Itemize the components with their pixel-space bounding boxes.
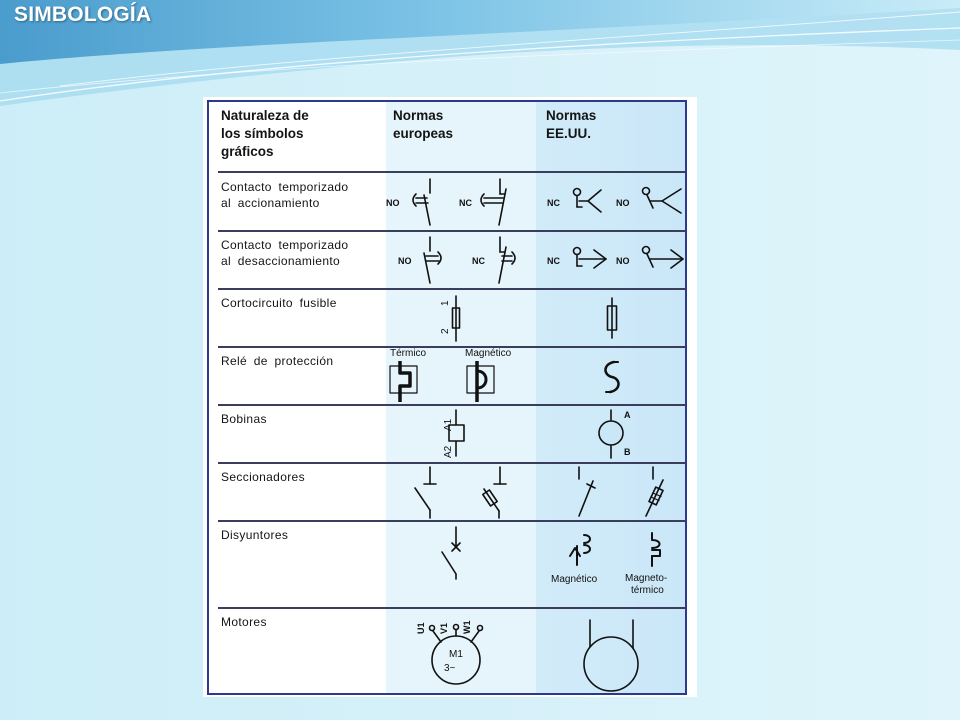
symbol-timed-off-eu-nc — [472, 237, 515, 283]
symbol-breaker-eu — [442, 527, 460, 579]
contact-type-label: NC — [472, 256, 485, 266]
symbol-fuse-eu — [440, 296, 460, 341]
header-eu-line: europeas — [393, 126, 454, 141]
contact-type-label: NO — [616, 256, 630, 266]
row-label-line: al accionamiento — [221, 196, 320, 210]
relay-type-label: Térmico — [390, 348, 427, 359]
terminal-label: A2 — [443, 445, 454, 458]
symbol-fuse-disconnector-eu — [483, 467, 506, 518]
motor-phases-label: 3~ — [444, 663, 456, 674]
terminal-label: U1 — [416, 622, 426, 634]
contact-type-label: NC — [547, 256, 560, 266]
header-eu-line: Normas — [393, 108, 444, 123]
breaker-type-label: térmico — [631, 585, 664, 596]
symbol-relay-eu-thermal — [390, 348, 427, 402]
row-label-line: Bobinas — [221, 412, 267, 426]
contact-type-label: NC — [459, 198, 472, 208]
symbol-relay-eu-magnetic — [465, 348, 512, 402]
terminal-label: 1 — [440, 300, 451, 306]
relay-type-label: Magnético — [465, 348, 512, 359]
symbol-disconnector-us — [579, 467, 595, 516]
contact-type-label: NO — [386, 198, 400, 208]
header-nature-line: Naturaleza de — [221, 108, 309, 123]
symbol-timed-on-us-no — [616, 188, 681, 214]
symbol-breaker-us-magnetic — [551, 535, 598, 585]
contact-type-label: NC — [547, 198, 560, 208]
symbol-timed-on-eu-no — [386, 179, 430, 225]
row-label-line: Relé de protección — [221, 354, 334, 368]
row-label-line: Cortocircuito fusible — [221, 296, 337, 310]
header-us-line: Normas — [546, 108, 597, 123]
symbol-motor-eu — [416, 621, 483, 685]
motor-name-label: M1 — [449, 649, 463, 660]
symbol-timed-off-us-no — [616, 247, 683, 269]
symbol-disconnector-eu — [415, 467, 436, 518]
terminal-label: A — [624, 410, 631, 420]
terminal-label: V1 — [439, 622, 449, 634]
row-label-line: al desaccionamiento — [221, 254, 341, 268]
symbol-fuse-us — [608, 298, 617, 338]
contact-type-label: NO — [398, 256, 412, 266]
row-label-line: Motores — [221, 615, 267, 629]
terminal-label: 2 — [440, 328, 451, 334]
header-nature-line: los símbolos — [221, 126, 304, 141]
symbol-timed-off-us-nc — [547, 248, 606, 269]
symbol-coil-eu — [443, 410, 464, 458]
contact-type-label: NO — [616, 198, 630, 208]
symbol-timed-on-eu-nc — [459, 179, 506, 225]
slide-title: SIMBOLOGÍA — [14, 3, 152, 26]
breaker-type-label: Magnético — [551, 574, 598, 585]
row-label-line: Contacto temporizado — [221, 238, 349, 252]
terminal-label: A1 — [443, 418, 454, 431]
symbol-relay-us — [605, 362, 618, 392]
header-us-line: EE.UU. — [546, 126, 592, 141]
symbol-coil-us — [599, 410, 631, 458]
breaker-type-label: Magneto- — [625, 573, 668, 584]
terminal-label: B — [624, 447, 631, 457]
row-label-line: Disyuntores — [221, 528, 289, 542]
row-label-line: Seccionadores — [221, 470, 305, 484]
row-label-line: Contacto temporizado — [221, 180, 349, 194]
symbol-motor-us — [584, 620, 638, 691]
terminal-label: W1 — [462, 620, 472, 634]
symbol-timed-off-eu-no — [398, 237, 441, 283]
symbol-fuse-disconnector-us — [646, 467, 663, 516]
symbol-breaker-us-thermomagnetic — [625, 533, 667, 596]
header-nature-line: gráficos — [221, 144, 274, 159]
symbol-timed-on-us-nc — [547, 189, 601, 213]
